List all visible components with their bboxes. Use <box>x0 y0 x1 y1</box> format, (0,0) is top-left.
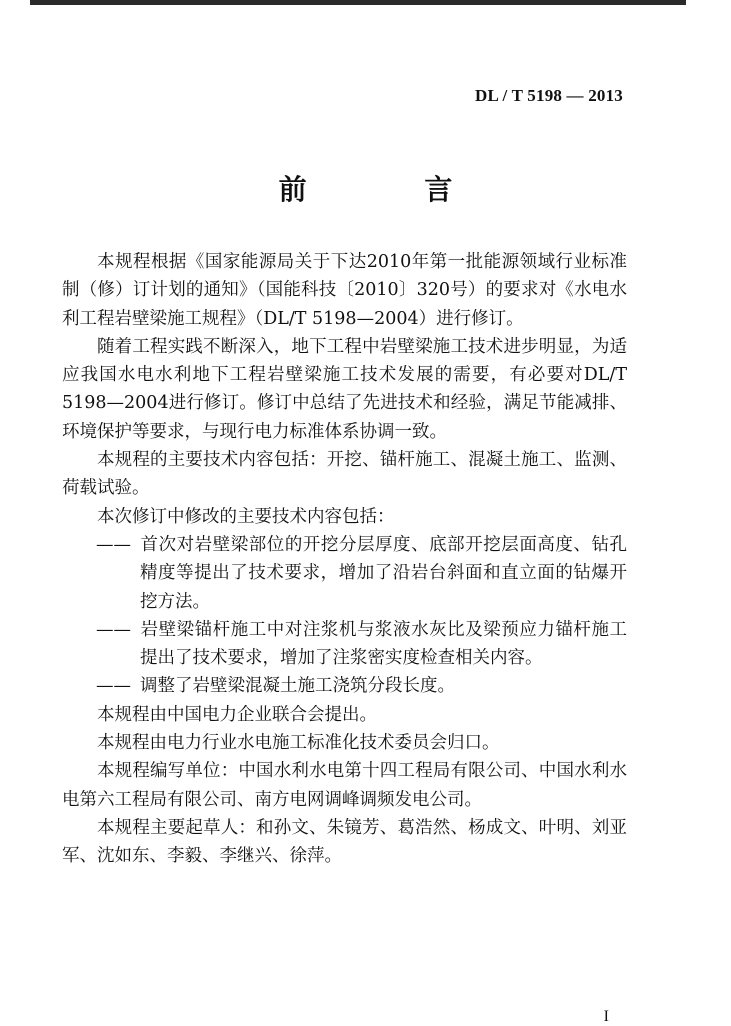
revision-item-text: 岩壁梁锚杆施工中对注浆机与浆液水灰比及梁预应力锚杆施工提出了技术要求，增加了注浆密实度检查相关内容。 <box>140 619 627 669</box>
revision-item <box>62 531 627 616</box>
revision-item <box>62 616 627 673</box>
paragraph-contents: 本规程的主要技术内容包括：开挖、锚杆施工、混凝土施工、监测、荷载试验。 <box>62 450 627 499</box>
dash-marker: —— <box>96 676 131 697</box>
revision-item-text: 调整了岩壁梁混凝土施工浇筑分段长度。 <box>140 676 455 697</box>
preface-body <box>62 248 627 871</box>
paragraph-background: 随着工程实践不断深入，地下工程中岩壁梁施工技术进步明显，为适应我国水电水利地下工程岩壁梁施工技术发展的需要，有必要对DL/T 5198—2004进行修订。修订中总结了先进技术和经验，满足节能减排、环境保护等要求，与现行电力标准体系协调一致。 <box>62 336 627 442</box>
revision-item-text: 首次对岩壁梁部位的开挖分层厚度、底部开挖层面高度、钻孔精度等提出了技术要求，增加了沿岩台斜面和直立面的钻爆开挖方法。 <box>140 534 627 612</box>
paragraph-drafting-units: 本规程编写单位：中国水利水电第十四工程局有限公司、中国水利水电第六工程局有限公司、南方电网调峰调频发电公司。 <box>62 761 627 810</box>
paragraph-basis: 本规程根据《国家能源局关于下达2010年第一批能源领域行业标准制（修）订计划的通知》（国能科技〔2010〕320号）的要求对《水电水利工程岩壁梁施工规程》（DL/T 5198—2004）进行修订。 <box>62 252 627 329</box>
page-number: I <box>603 1008 609 1025</box>
revision-item <box>62 672 627 700</box>
dash-marker: —— <box>96 619 131 640</box>
paragraph-drafters: 本规程主要起草人：和孙文、朱镜芳、葛浩然、杨成文、叶明、刘亚军、沈如东、李毅、李继兴、徐萍。 <box>62 817 627 867</box>
document-code: DL / T 5198 — 2013 <box>475 86 623 105</box>
preface-heading: 前 言 <box>278 173 507 206</box>
page-top-border <box>30 0 686 5</box>
paragraph-proposer: 本规程由中国电力企业联合会提出。 <box>97 704 377 725</box>
dash-marker: —— <box>96 534 131 555</box>
paragraph-committee: 本规程由电力行业水电施工标准化技术委员会归口。 <box>97 733 500 754</box>
paragraph-revision-intro: 本次修订中修改的主要技术内容包括： <box>97 506 395 527</box>
